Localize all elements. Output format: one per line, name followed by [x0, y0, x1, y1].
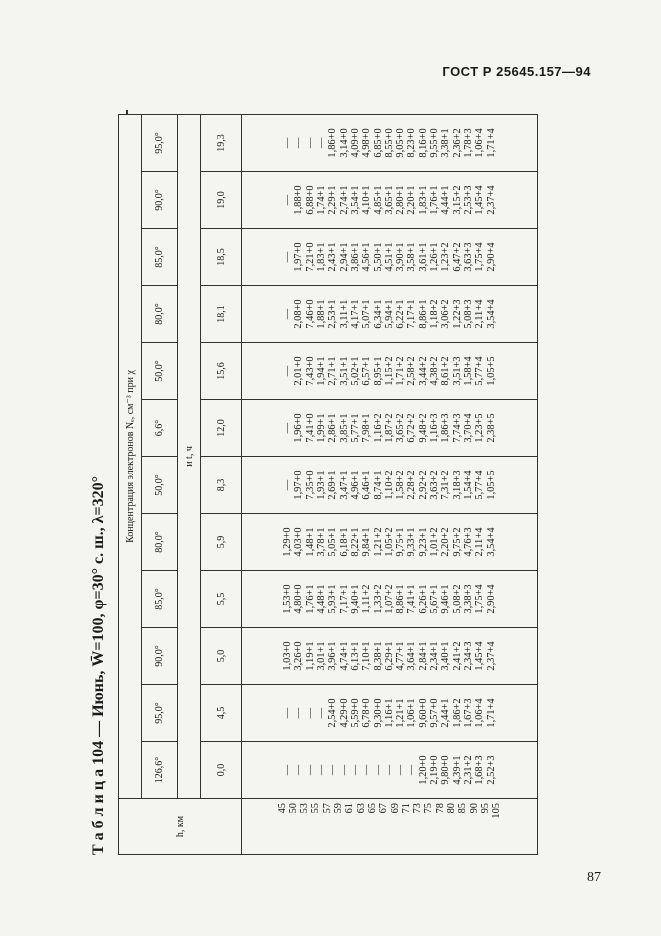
t-header-cell: 18,1 — [201, 286, 242, 343]
altitude-column — [242, 799, 538, 855]
t-header-cell: 19,0 — [201, 172, 242, 229]
data-column — [242, 628, 538, 685]
t-header-cell: 8,3 — [201, 457, 242, 514]
chi-header-cell: 6,6° — [142, 400, 178, 457]
data-column — [242, 229, 538, 286]
column-values: — 2,01+0 7,43+0 1,94+1 2,71+1 3,51+1 5,02+1 6,57+1 8,95+1 1,15+2 1,71+2 2,58+2 3,44+2 4,38+2 8,61+2 3,51+3 1,58+4 5,77+4 1,05+5 — [282, 356, 497, 386]
data-column — [242, 571, 538, 628]
chi-header-cell: 50,0° — [142, 343, 178, 400]
t-header-cell: 18,5 — [201, 229, 242, 286]
column-values: — 2,08+0 7,46+0 1,88+1 2,53+1 3,11+1 4,17+1 5,07+1 6,34+1 5,94+1 6,22+1 7,17+1 8,86+1 1,18+2 3,06+2 1,22+3 5,08+3 2,11+4 3,54+4 — [282, 299, 497, 329]
chi-header-cell: 50,0° — [142, 457, 178, 514]
t-header-cell: 5,5 — [201, 571, 242, 628]
chi-header-cell: 126,6° — [142, 742, 178, 799]
table-caption: Т а б л и ц а 104 — Июнь, W̄=100, φ=30° с. ш., λ=320° — [90, 475, 107, 855]
t-label-cell: и t, ч — [178, 114, 201, 798]
column-values: 1,29+0 4,03+0 1,48+1 3,78+1 5,05+1 6,18+1 8,22+1 9,84+1 1,21+2 1,05+2 9,75+1 9,33+1 9,23+1 1,01+2 2,20+2 9,75+2 4,76+3 2,11+4 3,54+4 — [282, 527, 497, 557]
column-values: — 1,97+0 7,21+0 1,83+1 2,43+1 2,94+1 3,86+1 4,56+1 5,50+1 4,51+1 3,90+1 3,58+1 3,61+1 1,26+1 1,23+2 6,47+2 3,63+3 1,75+4 2,90+4 — [282, 242, 497, 272]
h-label-cell: h, км — [119, 799, 242, 855]
chi-header-cell: 95,0° — [142, 114, 178, 171]
t-header-cell: 0,0 — [201, 742, 242, 799]
t-header-cell: 5,9 — [201, 514, 242, 571]
column-values: — — — — — — — — — — — — 1,20+0 2,19+0 9,80+0 4,39+1 2,31+2 1,68+3 2,52+3 — [282, 755, 497, 785]
t-header-cell: 15,6 — [201, 343, 242, 400]
chi-header-cell: 80,0° — [142, 514, 178, 571]
chi-header-cell: 85,0° — [142, 571, 178, 628]
column-values: — — — — 2,54+0 4,29+0 5,59+0 6,78+0 9,30+0 1,16+1 1,21+1 1,06+1 9,60+0 9,57+0 2,44+1 1,86+2 1,67+3 1,06+4 1,71+4 — [282, 698, 497, 728]
data-column — [242, 172, 538, 229]
chi-header-cell: 90,0° — [142, 172, 178, 229]
data-column — [242, 685, 538, 742]
column-values: 1,03+0 3,26+0 1,19+1 3,01+1 3,96+1 4,74+1 6,13+1 7,10+1 8,38+1 6,29+1 4,77+1 3,64+1 2,84+1 2,34+1 3,40+1 2,41+2 2,34+3 1,45+4 2,37+4 — [282, 641, 497, 671]
concentration-header: Концентрация электронов Nₑ, см⁻³ при χ — [119, 114, 142, 798]
t-header-cell: 5,0 — [201, 628, 242, 685]
chi-header-cell: 80,0° — [142, 286, 178, 343]
data-column — [242, 343, 538, 400]
column-values: — 1,88+0 6,88+0 1,74+1 2,29+1 2,74+1 3,54+1 4,10+1 4,85+1 3,65+1 2,80+1 2,20+1 1,83+1 1,76+1 4,44+1 3,15+2 2,53+3 1,45+4 2,37+4 — [282, 185, 497, 215]
data-column — [242, 742, 538, 799]
data-column — [242, 114, 538, 171]
column-values: — — — — 1,86+0 3,14+0 4,09+0 4,98+0 6,85+0 8,55+0 9,05+0 8,23+0 8,16+0 9,55+0 3,38+1 2,36+2 1,78+3 1,06+4 1,71+4 — [282, 128, 497, 158]
column-values: — 1,97+0 7,35+0 1,93+1 2,69+1 3,47+1 4,96+1 6,46+1 8,74+1 1,10+2 1,58+2 2,28+2 2,92+2 3,63+2 7,31+2 3,18+3 1,54+4 5,77+4 1,05+5 — [282, 470, 497, 500]
column-values: 1,53+0 4,80+0 1,76+1 4,48+1 5,93+1 7,17+1 9,40+1 1,11+2 1,33+2 1,07+2 8,86+1 7,41+1 6,26+1 5,67+1 9,46+1 5,08+2 3,38+3 1,75+4 2,90+4 — [282, 584, 497, 614]
data-column — [242, 400, 538, 457]
altitude-values: 45 50 53 55 57 59 61 63 65 67 69 71 73 75 78 80 85 90 95 105 — [276, 803, 503, 819]
column-values: — 1,96+0 7,41+0 1,99+1 2,86+1 3,85+1 5,77+1 7,98+1 1,16+2 1,87+2 3,65+2 6,72+2 9,48+2 1,16+3 1,86+3 7,74+3 3,70+4 1,23+5 2,38+5 — [282, 413, 497, 443]
chi-header-cell: 85,0° — [142, 229, 178, 286]
electron-concentration-table — [118, 114, 538, 855]
document-code: ГОСТ Р 25645.157—94 — [442, 64, 591, 79]
data-column — [242, 514, 538, 571]
t-header-cell: 19,3 — [201, 114, 242, 171]
rotated-table-block — [90, 105, 650, 855]
data-column — [242, 457, 538, 514]
chi-header-cell: 95,0° — [142, 685, 178, 742]
t-header-cell: 4,5 — [201, 685, 242, 742]
chi-header-cell: 90,0° — [142, 628, 178, 685]
page-number: 87 — [587, 870, 601, 885]
data-column — [242, 286, 538, 343]
t-header-cell: 12,0 — [201, 400, 242, 457]
